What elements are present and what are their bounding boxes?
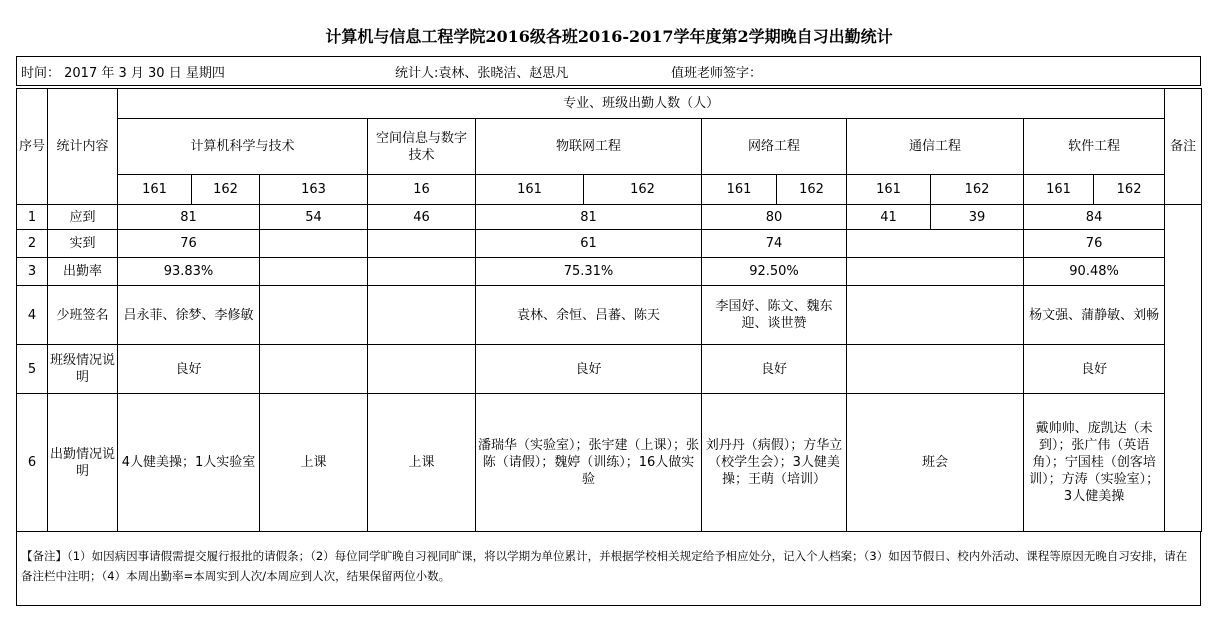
- cell-space: [368, 258, 476, 286]
- cell-cs-163: [260, 230, 368, 258]
- class-soft-161: 161: [1024, 175, 1094, 205]
- cell-space: 上课: [368, 394, 476, 532]
- cell-cs-163: [260, 286, 368, 345]
- cell-tel-162: 39: [931, 205, 1024, 230]
- row-label: 实到: [48, 230, 118, 258]
- cell-soft: 90.48%: [1024, 258, 1165, 286]
- cell-net: 80: [702, 205, 847, 230]
- cell-soft: 杨文强、蒲静敏、刘畅: [1024, 286, 1165, 345]
- cell-cs-163: [260, 345, 368, 394]
- class-cs-161: 161: [118, 175, 192, 205]
- cell-cs: 81: [118, 205, 260, 230]
- major-software: 软件工程: [1024, 119, 1165, 175]
- counters-field: 统计人:袁林、张晓洁、赵思凡: [395, 65, 569, 81]
- table-row: [17, 205, 1202, 230]
- class-cs-163: 163: [260, 175, 368, 205]
- cell-space: [368, 345, 476, 394]
- class-tel-162: 162: [931, 175, 1024, 205]
- cell-soft: 84: [1024, 205, 1165, 230]
- cell-cs-163: 54: [260, 205, 368, 230]
- cell-net: 74: [702, 230, 847, 258]
- table-row: [17, 286, 1202, 345]
- cell-cs: 93.83%: [118, 258, 260, 286]
- attendance-sheet: [16, 56, 1201, 606]
- cell-tel: 班会: [847, 394, 1024, 532]
- class-net-162: 162: [777, 175, 847, 205]
- header-content: 统计内容: [48, 89, 118, 205]
- major-telecom: 通信工程: [847, 119, 1024, 175]
- row-number: 3: [17, 258, 48, 286]
- cell-cs: 吕永菲、徐梦、李修敏: [118, 286, 260, 345]
- cell-soft: 戴帅帅、庞凯达（未到）；张广伟（英语角）；宁国桂（创客培训）；方涛（实验室）；3人健美操: [1024, 394, 1165, 532]
- cell-tel: [847, 258, 1024, 286]
- cell-cs-163: [260, 258, 368, 286]
- major-iot: 物联网工程: [476, 119, 702, 175]
- table-row: [17, 394, 1202, 532]
- cell-net: 92.50%: [702, 258, 847, 286]
- header-seq: 序号: [17, 89, 48, 205]
- row-number: 4: [17, 286, 48, 345]
- row-label: 出勤率: [48, 258, 118, 286]
- major-space-info: 空间信息与数字技术: [368, 119, 476, 175]
- cell-soft: 76: [1024, 230, 1165, 258]
- cell-net: 良好: [702, 345, 847, 394]
- row-number: 2: [17, 230, 48, 258]
- class-cs-162: 162: [192, 175, 260, 205]
- remarks-cell: [1165, 205, 1202, 532]
- info-bar: [16, 56, 1201, 86]
- cell-iot: 袁林、余恒、吕蕃、陈天: [476, 286, 702, 345]
- row-number: 6: [17, 394, 48, 532]
- table-row: [17, 258, 1202, 286]
- row-number: 1: [17, 205, 48, 230]
- cell-cs: 4人健美操；1人实验室: [118, 394, 260, 532]
- row-number: 5: [17, 345, 48, 394]
- major-cs: 计算机科学与技术: [118, 119, 368, 175]
- header-remarks: 备注: [1165, 89, 1202, 205]
- cell-tel: [847, 345, 1024, 394]
- cell-space: [368, 230, 476, 258]
- major-network: 网络工程: [702, 119, 847, 175]
- row-label: 出勤情况说明: [48, 394, 118, 532]
- cell-iot: 81: [476, 205, 702, 230]
- date-field: 时间： 2017 年 3 月 30 日 星期四: [21, 65, 225, 81]
- class-space-16: 16: [368, 175, 476, 205]
- class-iot-161: 161: [476, 175, 584, 205]
- cell-net: 刘丹丹（病假）；方华立（校学生会）；3人健美操；王萌（培训）: [702, 394, 847, 532]
- sheet-title: 计算机与信息工程学院2016级各班2016-2017学年度第2学期晚自习出勤统计: [325, 27, 893, 46]
- cell-space: [368, 286, 476, 345]
- class-soft-162: 162: [1094, 175, 1165, 205]
- row-label: 应到: [48, 205, 118, 230]
- table-row: [17, 230, 1202, 258]
- cell-tel-161: 41: [847, 205, 931, 230]
- cell-net: 李国妤、陈文、魏东迎、谈世赞: [702, 286, 847, 345]
- row-label: 少班签名: [48, 286, 118, 345]
- cell-cs-163: 上课: [260, 394, 368, 532]
- teacher-sign-field: 值班老师签字：: [671, 65, 763, 81]
- class-tel-161: 161: [847, 175, 931, 205]
- cell-iot: 潘瑞华（实验室）；张宇建（上课）；张陈（请假）；魏婷（训练）；16人做实验: [476, 394, 702, 532]
- cell-space: 46: [368, 205, 476, 230]
- notes-section: 【备注】（1）如因病因事请假需提交履行报批的请假条；（2）每位同学旷晚自习视同旷课，将以学期为单位累计，并根据学校相关规定给予相应处分，记入个人档案；（3）如因节假日、校内外活动、课程等原因无晚自习安排，请在备注栏中注明；（4）本周出勤率=本周实到人次/本周应到人次，结果保留两位小数。: [16, 532, 1201, 606]
- cell-iot: 61: [476, 230, 702, 258]
- table-row: [17, 345, 1202, 394]
- cell-iot: 良好: [476, 345, 702, 394]
- class-net-161: 161: [702, 175, 777, 205]
- attendance-table: [16, 88, 1202, 532]
- cell-cs: 76: [118, 230, 260, 258]
- header-group: 专业、班级出勤人数（人）: [118, 89, 1165, 119]
- cell-cs: 良好: [118, 345, 260, 394]
- class-iot-162: 162: [584, 175, 702, 205]
- cell-tel: [847, 286, 1024, 345]
- cell-iot: 75.31%: [476, 258, 702, 286]
- cell-soft: 良好: [1024, 345, 1165, 394]
- cell-tel: [847, 230, 1024, 258]
- row-label: 班级情况说明: [48, 345, 118, 394]
